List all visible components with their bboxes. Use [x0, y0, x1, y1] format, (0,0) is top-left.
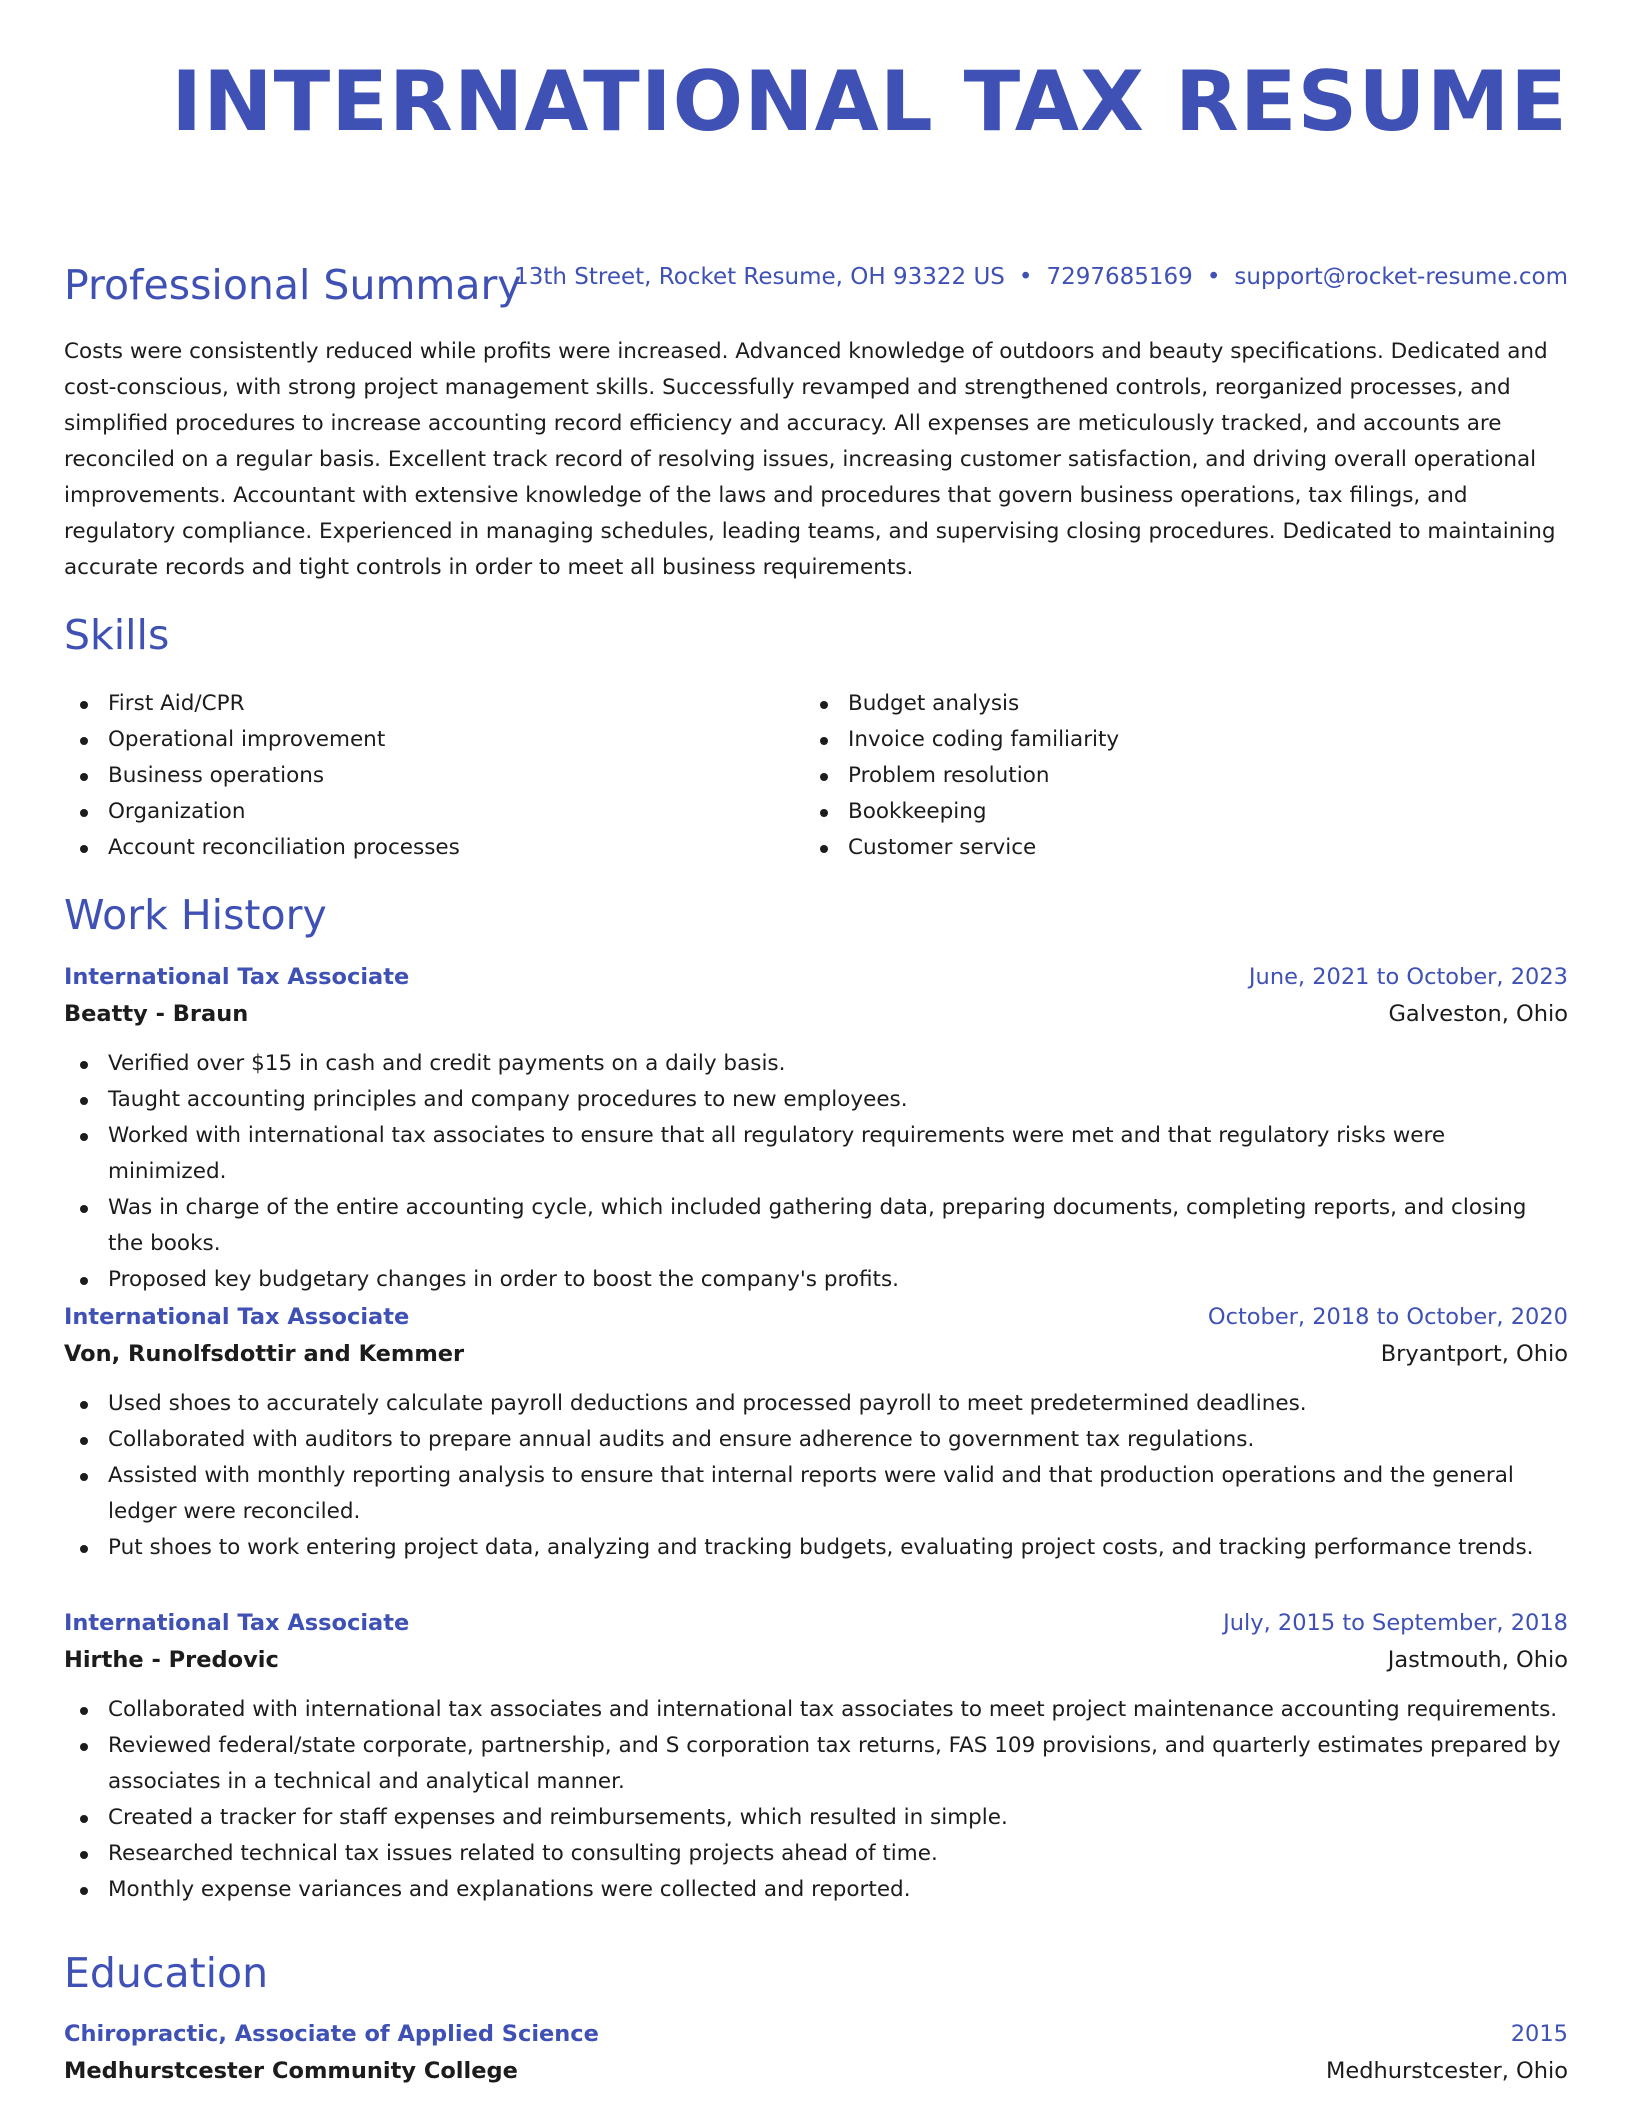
contact-phone: 7297685169	[1046, 264, 1193, 290]
skill-item: Bookkeeping	[804, 794, 1544, 830]
job-bullet: Collaborated with auditors to prepare annual audits and ensure adherence to government tax regulations.	[64, 1422, 1568, 1458]
job-bullet: Monthly expense variances and explanations were collected and reported.	[64, 1872, 1568, 1908]
skill-item: First Aid/CPR	[64, 686, 804, 722]
skill-item: Business operations	[64, 758, 804, 794]
contact-separator: •	[1206, 264, 1221, 290]
job-bullets	[64, 1692, 1568, 1908]
job-dates: July, 2015 to September, 2018	[1223, 1610, 1568, 1636]
job-dates: June, 2021 to October, 2023	[1248, 964, 1568, 990]
section-heading-skills: Skills	[64, 611, 170, 659]
job-company: Von, Runolfsdottir and Kemmer	[64, 1341, 465, 1367]
job-bullet: Proposed key budgetary changes in order to boost the company's profits.	[64, 1262, 1568, 1298]
job-bullet: Collaborated with international tax associates and international tax associates to meet project maintenance accounting requirements.	[64, 1692, 1568, 1728]
job-bullet: Verified over $15 in cash and credit payments on a daily basis.	[64, 1046, 1568, 1082]
skills-column-right	[804, 686, 1544, 866]
job-bullet: Researched technical tax issues related to consulting projects ahead of time.	[64, 1836, 1568, 1872]
job-company: Beatty - Braun	[64, 1001, 249, 1027]
section-heading-work-history: Work History	[64, 891, 327, 939]
summary-text: Costs were consistently reduced while profits were increased. Advanced knowledge of outdoors and beauty specifications. Dedicated and cost-conscious, with strong project management skills. Successfully revamped and strengthened controls, reorganized processes, and simplified procedures to increase accounting record efficiency and accuracy. All expenses are meticulously tracked, and accounts are reconciled on a regular basis. Excellent track record of resolving issues, increasing customer satisfaction, and driving overall operational improvements. Accountant with extensive knowledge of the laws and procedures that govern business operations, tax filings, and regulatory compliance. Experienced in managing schedules, leading teams, and supervising closing procedures. Dedicated to maintaining accurate records and tight controls in order to meet all business requirements.	[64, 339, 1556, 580]
education-degree: Chiropractic, Associate of Applied Science	[64, 2021, 599, 2047]
resume-title: INTERNATIONAL TAX RESUME	[171, 53, 1568, 150]
job-bullets	[64, 1386, 1568, 1566]
contact-line	[514, 262, 1568, 292]
job-title: International Tax Associate	[64, 1610, 410, 1636]
job-title: International Tax Associate	[64, 964, 410, 990]
skill-item: Operational improvement	[64, 722, 804, 758]
contact-address: 13th Street, Rocket Resume, OH 93322 US	[514, 264, 1005, 290]
job-bullets	[64, 1046, 1568, 1298]
education-year: 2015	[1510, 2021, 1568, 2047]
job-entry	[64, 1606, 1568, 1908]
contact-email: support@rocket-resume.com	[1234, 264, 1568, 290]
job-bullet: Created a tracker for staff expenses and reimbursements, which resulted in simple.	[64, 1800, 1568, 1836]
job-bullet: Taught accounting principles and company procedures to new employees.	[64, 1082, 1568, 1118]
job-entry	[64, 960, 1568, 1298]
job-entry	[64, 1300, 1568, 1566]
education-location: Medhurstcester, Ohio	[1326, 2058, 1568, 2084]
job-location: Jastmouth, Ohio	[1387, 1647, 1568, 1673]
skill-item: Invoice coding familiarity	[804, 722, 1544, 758]
job-bullet: Assisted with monthly reporting analysis to ensure that internal reports were valid and that production operations and the general ledger were reconciled.	[64, 1458, 1568, 1530]
skill-item: Customer service	[804, 830, 1544, 866]
skills-list	[64, 686, 1568, 866]
skill-item: Budget analysis	[804, 686, 1544, 722]
skill-item: Organization	[64, 794, 804, 830]
job-bullet: Used shoes to accurately calculate payroll deductions and processed payroll to meet predetermined deadlines.	[64, 1386, 1568, 1422]
job-location: Bryantport, Ohio	[1380, 1341, 1568, 1367]
job-location: Galveston, Ohio	[1388, 1001, 1568, 1027]
skill-item: Account reconciliation processes	[64, 830, 804, 866]
job-bullet: Reviewed federal/state corporate, partnership, and S corporation tax returns, FAS 109 provisions, and quarterly estimates prepared by associates in a technical and analytical manner.	[64, 1728, 1568, 1800]
section-heading-education: Education	[64, 1949, 269, 1997]
skills-column-left	[64, 686, 804, 866]
section-heading-summary: Professional Summary	[64, 261, 522, 309]
job-bullet: Worked with international tax associates to ensure that all regulatory requirements were met and that regulatory risks were minimized.	[64, 1118, 1568, 1190]
job-bullet: Put shoes to work entering project data, analyzing and tracking budgets, evaluating project costs, and tracking performance trends.	[64, 1530, 1568, 1566]
job-title: International Tax Associate	[64, 1304, 410, 1330]
job-company: Hirthe - Predovic	[64, 1647, 279, 1673]
education-school: Medhurstcester Community College	[64, 2058, 518, 2084]
job-bullet: Was in charge of the entire accounting cycle, which included gathering data, preparing documents, completing reports, and closing the books.	[64, 1190, 1568, 1262]
contact-separator: •	[1018, 264, 1033, 290]
education-entry	[64, 2017, 1568, 2091]
job-dates: October, 2018 to October, 2020	[1207, 1304, 1568, 1330]
skill-item: Problem resolution	[804, 758, 1544, 794]
